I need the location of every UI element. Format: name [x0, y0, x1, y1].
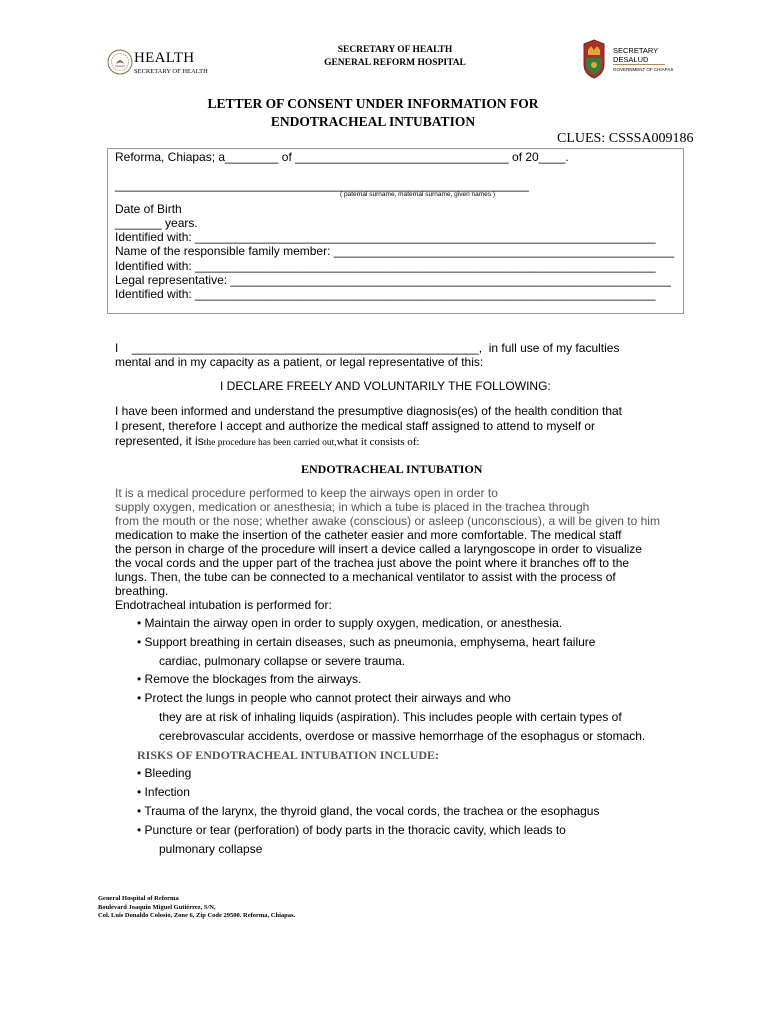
patient-name-hint: ( paternal surname, maternal surname, given names ) [340, 191, 495, 198]
secretary-logo-text: SECRETARY [613, 46, 659, 55]
risk-item-continued: pulmonary collapse [159, 842, 263, 856]
chiapas-logo [580, 38, 680, 84]
purpose-item-continued: they are at risk of inhaling liquids (aspiration). This includes people with certain types of [159, 710, 622, 724]
description-line-8: breathing. [115, 584, 169, 598]
description-line-3: from the mouth or the nose; whether awake (conscious) or asleep (unconscious), a will be given to him [115, 514, 660, 528]
description-line-4: medication to make the insertion of the catheter easier and more comfortable. The medical staff [115, 528, 622, 542]
responsible-family-member-field[interactable]: Name of the responsible family member: ___________________________________________________ [115, 244, 675, 258]
purpose-item: • Remove the blockages from the airways. [137, 672, 362, 686]
footer-street: Boulevard Joaquín Miguel Gutiérrez, S/N, [98, 903, 216, 911]
legal-representative-field[interactable]: Legal representative: __________________________________________________________________ [115, 273, 671, 287]
purpose-item-continued: cardiac, pulmonary collapse or severe trauma. [159, 654, 406, 668]
purpose-item: • Protect the lungs in people who cannot protect their airways and who [137, 691, 511, 705]
description-line-5: the person in charge of the procedure will insert a device called a laryngoscope in order to visualize [115, 542, 642, 556]
risk-item: • Infection [137, 785, 190, 799]
date-field[interactable]: Reforma, Chiapas; a________ of ________________________________ of 20____. [115, 150, 569, 164]
logo-divider [613, 64, 665, 65]
informed-line-3c: what it consists of: [336, 436, 420, 448]
declaration-heading: I DECLARE FREELY AND VOLUNTARILY THE FOLLOWING: [220, 379, 551, 393]
purpose-item: • Support breathing in certain diseases, such as pneumonia, emphysema, heart failure [137, 635, 596, 649]
informed-line-2: I present, therefore I accept and authorize the medical staff assigned to attend to myself or [115, 419, 596, 433]
purpose-item: • Maintain the airway open in order to supply oxygen, medication, or anesthesia. [137, 616, 563, 630]
identified-with-field-1[interactable]: Identified with: _____________________________________________________________________ [115, 230, 656, 244]
risks-title: RISKS OF ENDOTRACHEAL INTUBATION INCLUDE: [137, 748, 440, 762]
informed-line-3 [115, 434, 419, 451]
government-logo-text: GOVERNMENT OF CHIAPAS [613, 67, 674, 72]
informed-line-1: I have been informed and understand the presumptive diagnosis(es) of the health condition that [115, 404, 622, 418]
description-line-7: lungs. Then, the tube can be connected to a mechanical ventilator to assist with the process of [115, 570, 616, 584]
header-hospital: GENERAL REFORM HOSPITAL [324, 58, 466, 68]
risk-item: • Bleeding [137, 766, 192, 780]
national-seal-icon [107, 49, 133, 75]
patient-info-box [107, 148, 684, 314]
date-of-birth-label: Date of Birth [115, 202, 182, 216]
document-title-line2: ENDOTRACHEAL INTUBATION [270, 114, 476, 129]
header-secretary: SECRETARY OF HEALTH [337, 45, 453, 55]
risk-item: • Trauma of the larynx, the thyroid gland, the vocal cords, the trachea or the esophagus [137, 804, 600, 818]
document-title [150, 95, 596, 131]
health-logo-subtitle: SECRETARY OF HEALTH [134, 68, 208, 75]
header-institution [290, 44, 500, 70]
description-line-2: supply oxygen, medication or anesthesia; in which a tube is placed in the trachea through [115, 500, 590, 514]
informed-line-3b: the procedure has been carried out, [203, 438, 337, 448]
declarant-line-text: in full use of my faculties [488, 341, 620, 355]
age-field[interactable]: _______ years. [115, 216, 198, 230]
footer-city: Col. Luis Donaldo Colosio, Zone 6, Zip Code 29500. Reforma, Chiapas. [98, 912, 296, 919]
informed-line-3a: represented, it is [115, 434, 204, 448]
identified-with-field-3[interactable]: Identified with: _____________________________________________________________________ [115, 287, 656, 301]
footer-address [98, 895, 295, 921]
chiapas-shield-icon [580, 38, 608, 80]
performed-for-label: Endotracheal intubation is performed for: [115, 598, 332, 612]
procedure-title: ENDOTRACHEAL INTUBATION [301, 462, 483, 476]
document-title-line1: LETTER OF CONSENT UNDER INFORMATION FOR [207, 96, 539, 111]
description-line-6: the vocal cords and the upper part of the trachea just above the point where it branches off to the [115, 556, 630, 570]
desalud-logo-text: DESALUD [613, 55, 649, 64]
purpose-item-continued: cerebrovascular accidents, overdose or massive hemorrhage of the esophagus or stomach. [159, 729, 646, 743]
identified-with-field-2[interactable]: Identified with: _____________________________________________________________________ [115, 259, 656, 273]
patient-name-field[interactable]: ______________________________________________________________ [115, 178, 529, 192]
declarant-line-2: mental and in my capacity as a patient, or legal representative of this: [115, 355, 484, 369]
declarant-line [115, 341, 619, 356]
declarant-name-field[interactable]: ____________________________________________________, [131, 341, 483, 355]
footer-hospital-name: General Hospital of Reforma [98, 895, 179, 902]
description-line-1: It is a medical procedure performed to keep the airways open in order to [115, 486, 498, 500]
clues-code: CLUES: CSSSA009186 [557, 131, 694, 146]
health-logo-title: HEALTH [134, 50, 195, 66]
health-logo [107, 47, 207, 79]
declarant-pronoun: I [115, 341, 119, 355]
risk-item: • Puncture or tear (perforation) of body parts in the thoracic cavity, which leads to [137, 823, 566, 837]
